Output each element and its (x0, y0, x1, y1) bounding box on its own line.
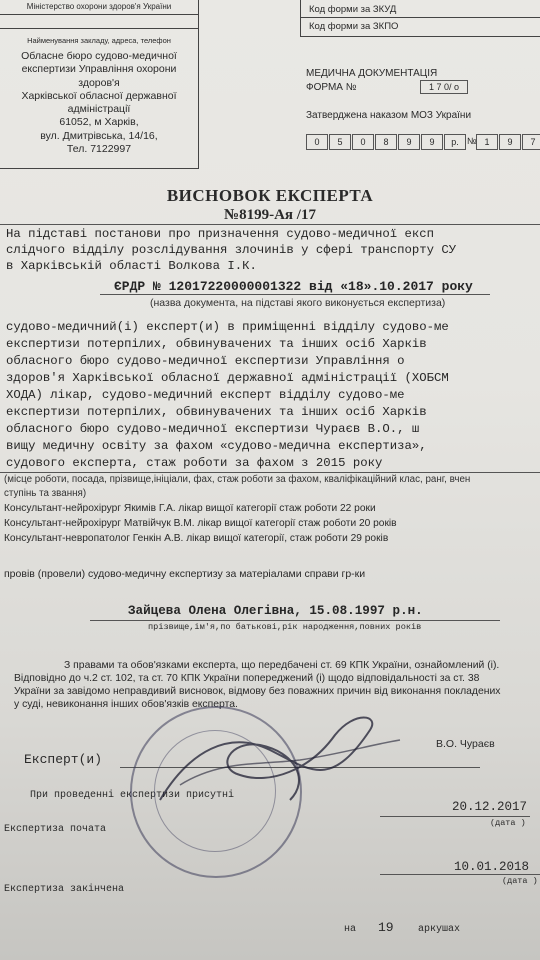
form-code-box (300, 0, 540, 37)
divider (301, 17, 540, 18)
med-doc-approved: Затверджена наказом МОЗ України (306, 110, 472, 121)
expert-line: обласного бюро судово-медичної експертизи Чураєв В.О., ш (6, 422, 420, 436)
started-label: Експертиза почата (4, 824, 107, 835)
date-end: 10.01.2018 (454, 860, 530, 874)
divider (380, 874, 540, 875)
rights-line: З правами та обов'язками експерта, що передбачені ст. 69 КПК України, ознайомлений (і). (64, 660, 500, 671)
date-caption: (дата ) (502, 876, 538, 886)
expert-line: обласного бюро судово-медичної експертизи Управління о (6, 354, 405, 368)
expert-line: здоров'я Харківської обласної державної адміністрації (ХОБСМ (6, 371, 449, 385)
expert-line: експертизи потерпілих, обвинувачених та інших осіб Харків (6, 337, 427, 351)
divider (0, 224, 540, 225)
basis-line: слідчого відділу розслідування злочинів у сфері транспорту СУ (6, 243, 457, 257)
institution-line: здоров'я (78, 76, 120, 89)
institution-line: адміністрації (67, 103, 131, 116)
institution-line: 61052, м Харків, (59, 116, 139, 129)
form-code-zkud: Код форми за ЗКУД (309, 4, 397, 15)
code-digit: 8 (375, 134, 397, 150)
expert-line: ХОДА) лікар, судово-медичний експерт відділу судово-ме (6, 388, 405, 402)
consultant-line: Консультант-нейрохірург Якимів Г.А. лікар вищої категорії стаж роботи 22 роки (4, 503, 376, 514)
institution-line: експертизи Управління охорони (21, 63, 177, 76)
document-title: ВИСНОВОК ЕКСПЕРТА (166, 186, 374, 205)
divider (0, 28, 198, 29)
med-doc-form-number: 1 7 0/ о (420, 80, 468, 94)
finished-label: Експертиза закінчена (4, 884, 125, 895)
pages-number: 19 (378, 920, 394, 935)
patient-caption: прізвище,ім'я,по батькові,рік народження,повних років (148, 622, 422, 632)
institution-field-label: Найменування закладу, адреса, телефон (27, 36, 171, 45)
institution-line: вул. Дмитрівська, 14/16, (40, 129, 158, 142)
code-digit: 7 (522, 134, 540, 150)
code-digit: 0 (352, 134, 374, 150)
expert-caption: (місце роботи, посада, прізвище,ініціали, фах, стаж роботи за фахом, кваліфікаційний клас, ранг, вчен (4, 474, 471, 485)
date-caption: (дата ) (490, 818, 526, 828)
consultant-line: Консультант-нейрохірург Матвійчук В.М. лікар вищої категорії стаж роботи 20 років (4, 518, 397, 529)
code-digit-boxes (306, 134, 540, 150)
expert-line: судово-медичний(і) експерт(и) в приміщенні відділу судово-ме (6, 320, 449, 334)
institution-line: Обласне бюро судово-медичної (21, 50, 177, 62)
present-label: При проведенні експертизи присутні (30, 790, 235, 801)
institution-box (0, 0, 199, 169)
erdr-number: ЄРДР № 12017220000001322 від «18».10.2017 року (114, 279, 473, 294)
code-digit: 9 (421, 134, 443, 150)
med-doc-form-label: ФОРМА № (306, 82, 357, 93)
divider (90, 620, 500, 621)
expert-label: Експерт(и) (24, 752, 103, 767)
divider (0, 472, 540, 473)
consultant-line: Консультант-невропатолог Генкін А.В. лікар вищої категорії, стаж роботи 29 років (4, 533, 389, 544)
basis-caption: (назва документа, на підставі якого виконується експертиза) (150, 297, 446, 309)
code-digit: р. (444, 134, 466, 150)
ministry-label: Міністерство охорони здоров'я України (0, 0, 198, 15)
institution-line: Тел. 7122997 (66, 143, 132, 156)
rights-line: у суді, невиконання інших обов'язків експерта. (14, 699, 238, 710)
basis-line: в Харківській області Волкова І.К. (6, 259, 257, 273)
form-code-zkpo: Код форми за ЗКПО (309, 21, 399, 32)
pages-prefix: на (344, 924, 357, 935)
conducted-line: провів (провели) судово-медичну експертизу за матеріалами справи гр-ки (4, 568, 366, 580)
expert-line: судового експерта, стаж роботи за фахом з 2015 року (6, 456, 383, 470)
rights-line: України за завідомо неправдивий висновок, відмову без поважних причин від виконання покладених (14, 686, 501, 697)
signature-scribble (120, 690, 420, 830)
document-number: №8199-Ая /17 (224, 207, 316, 223)
med-doc-heading: МЕДИЧНА ДОКУМЕНТАЦІЯ (306, 68, 438, 79)
code-digit: 9 (499, 134, 521, 150)
institution-line: Харківської обласної державної (21, 89, 177, 102)
code-digit: № (467, 136, 477, 146)
institution-name (4, 50, 194, 156)
basis-line: На підставі постанови про призначення судово-медичної експ (6, 227, 435, 241)
expert-caption: ступінь та звання) (4, 488, 87, 499)
rights-line: Відповідно до ч.2 ст. 102, та ст. 70 КПК України попереджений (і) щодо відповідальності за ст. 38 (14, 673, 480, 684)
code-digit: 1 (476, 134, 498, 150)
code-digit: 0 (306, 134, 328, 150)
expert-line: вищу медичну освіту за фахом «судово-медична експертиза», (6, 439, 427, 453)
date-start: 20.12.2017 (452, 800, 528, 814)
expert-line: експертизи потерпілих, обвинувачених та інших осіб Харків (6, 405, 427, 419)
pages-suffix: аркушах (418, 924, 461, 935)
code-digit: 5 (329, 134, 351, 150)
divider (100, 294, 490, 295)
code-digit: 9 (398, 134, 420, 150)
expert-signature-name: В.О. Чураєв (436, 738, 495, 750)
patient-name: Зайцева Олена Олегівна, 15.08.1997 р.н. (128, 604, 423, 618)
